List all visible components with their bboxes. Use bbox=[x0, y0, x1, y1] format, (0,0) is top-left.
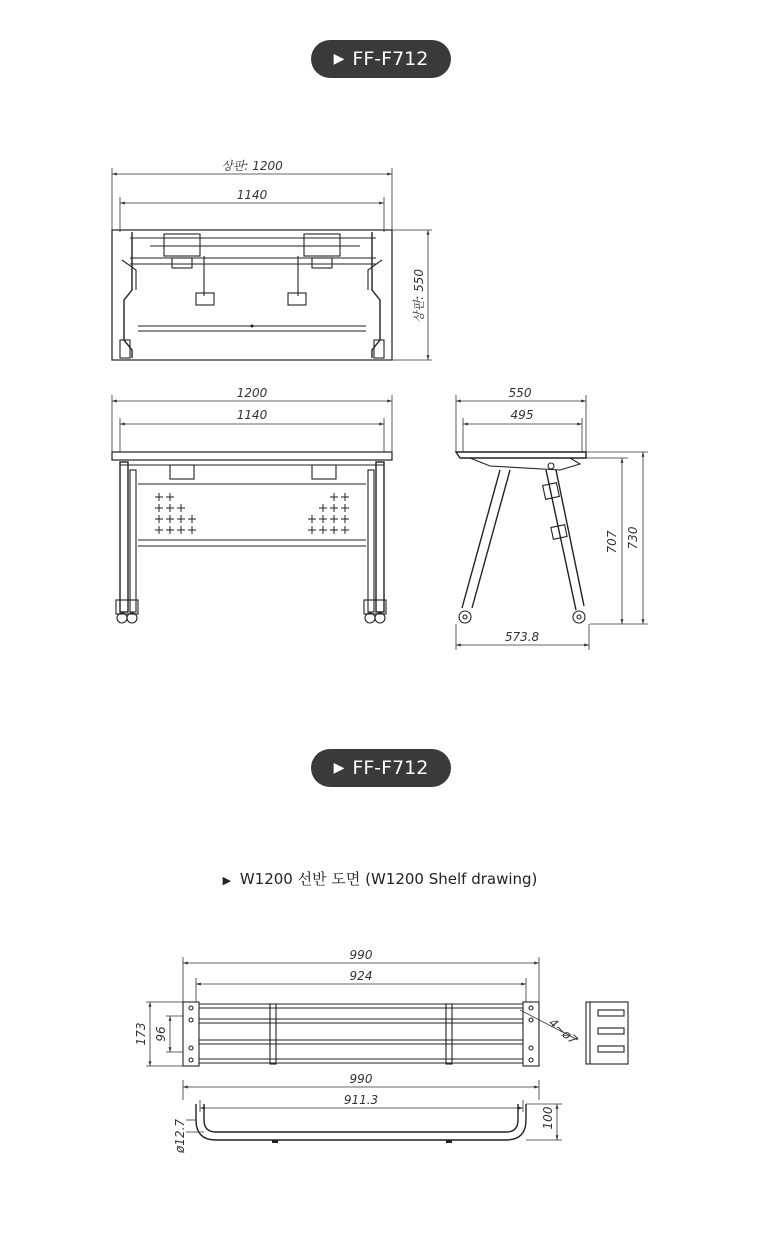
play-triangle-icon: ▶ bbox=[333, 760, 345, 776]
shelf-bottom-view bbox=[173, 1072, 562, 1154]
top-depth-label: 상판: 550 bbox=[412, 269, 426, 323]
side-view bbox=[456, 386, 648, 650]
model-label-text-2: FF-F712 bbox=[352, 757, 429, 779]
shelf-drawing-title-text: W1200 선반 도면 (W1200 Shelf drawing) bbox=[239, 870, 538, 888]
top-view bbox=[112, 159, 432, 360]
front-view bbox=[112, 386, 392, 623]
shelf-height-label: 173 bbox=[134, 1022, 148, 1046]
pipe-diameter-label: ø12.7 bbox=[173, 1118, 187, 1154]
play-triangle-icon: ▶ bbox=[333, 51, 345, 67]
shelf-drop-label: 100 bbox=[541, 1106, 555, 1130]
shelf-top-view bbox=[134, 948, 628, 1066]
side-depth-label: 550 bbox=[508, 386, 532, 400]
model-label-text: FF-F712 bbox=[352, 48, 429, 70]
shelf-inner-width-label: 924 bbox=[349, 969, 373, 983]
play-triangle-icon: ▶ bbox=[222, 874, 232, 887]
shelf-bottom-inner-label: 911.3 bbox=[343, 1093, 379, 1107]
top-inner-width-label: 1140 bbox=[236, 188, 268, 202]
shelf-width-label: 990 bbox=[349, 948, 373, 962]
side-base-label: 573.8 bbox=[504, 630, 540, 644]
side-height-a-label: 707 bbox=[605, 530, 619, 554]
side-height-b-label: 730 bbox=[626, 526, 640, 550]
top-width-label: 상판: 1200 bbox=[221, 159, 283, 173]
side-inner-depth-label: 495 bbox=[510, 408, 534, 422]
shelf-bottom-width-label: 990 bbox=[349, 1072, 373, 1086]
shelf-holes-label: 4~ø7 bbox=[546, 1015, 581, 1048]
front-width-label: 1200 bbox=[236, 386, 268, 400]
front-inner-width-label: 1140 bbox=[236, 408, 268, 422]
shelf-inner-height-label: 96 bbox=[154, 1026, 168, 1042]
